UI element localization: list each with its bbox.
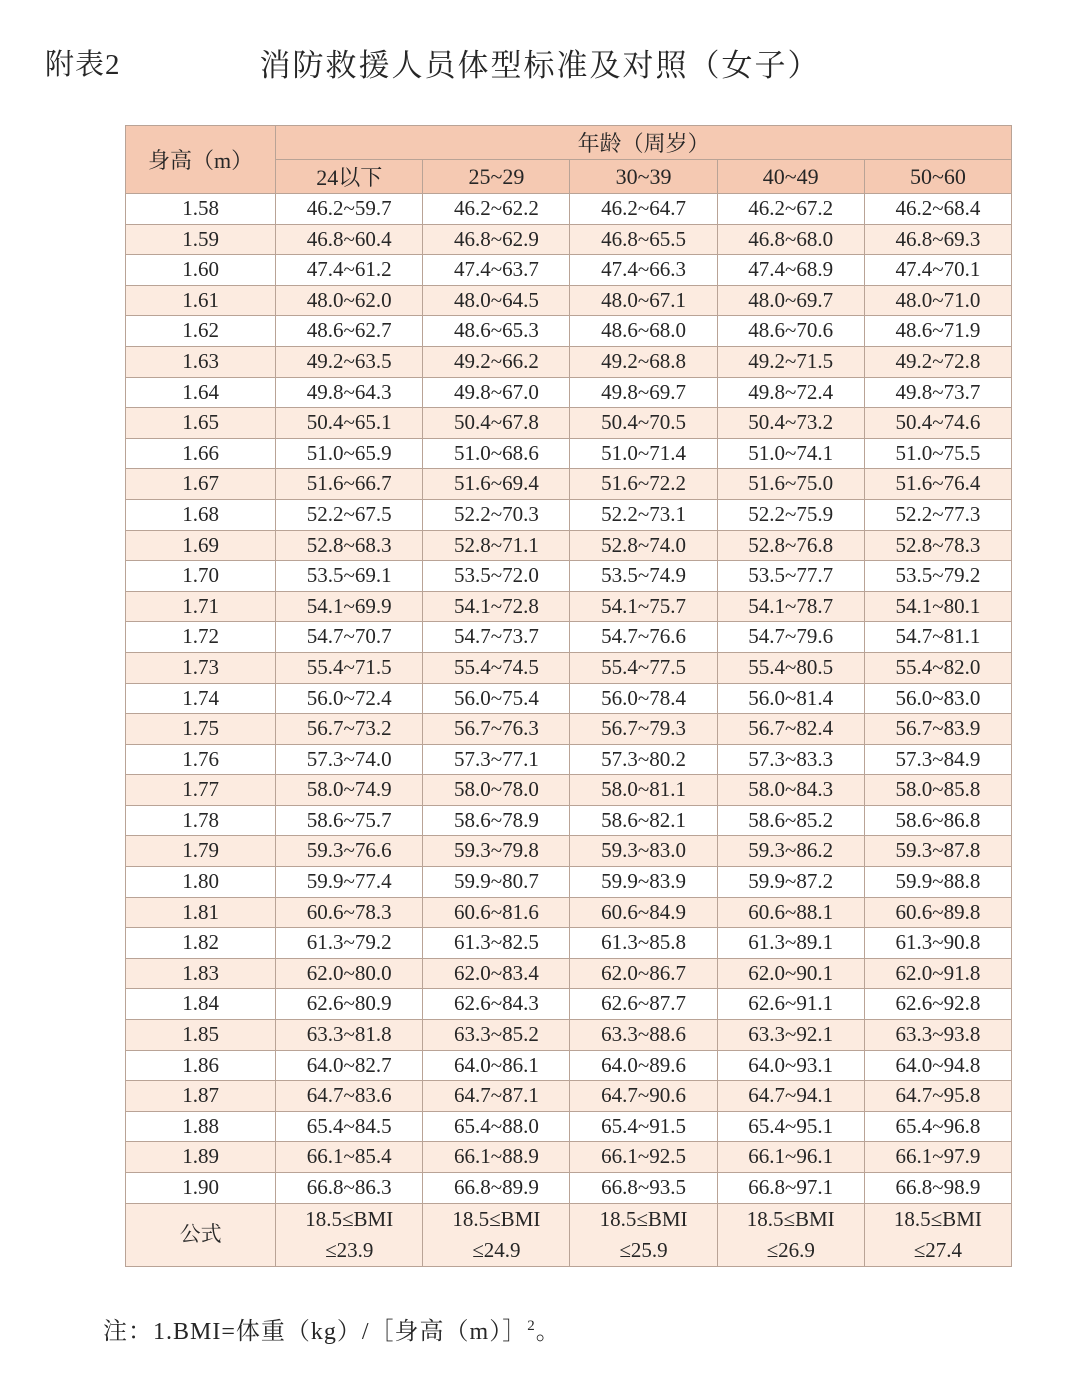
weight-range-cell: 62.0~86.7 <box>570 958 717 989</box>
weight-range-cell: 56.0~81.4 <box>717 683 864 714</box>
weight-range-cell: 59.3~86.2 <box>717 836 864 867</box>
weight-range-cell: 53.5~74.9 <box>570 561 717 592</box>
weight-range-cell: 54.1~80.1 <box>864 591 1011 622</box>
weight-range-cell: 48.6~70.6 <box>717 316 864 347</box>
height-cell: 1.89 <box>126 1142 276 1173</box>
weight-range-cell: 52.8~68.3 <box>276 530 423 561</box>
height-cell: 1.64 <box>126 377 276 408</box>
weight-range-cell: 60.6~84.9 <box>570 897 717 928</box>
weight-range-cell: 54.7~70.7 <box>276 622 423 653</box>
table-row <box>126 194 1012 225</box>
weight-range-cell: 66.1~92.5 <box>570 1142 717 1173</box>
weight-range-cell: 57.3~77.1 <box>423 744 570 775</box>
weight-range-cell: 54.1~78.7 <box>717 591 864 622</box>
weight-range-cell: 66.8~86.3 <box>276 1173 423 1204</box>
weight-range-cell: 55.4~71.5 <box>276 652 423 683</box>
formula-cell: 18.5≤BMI ≤26.9 <box>717 1203 864 1266</box>
weight-range-cell: 66.1~85.4 <box>276 1142 423 1173</box>
weight-range-cell: 50.4~70.5 <box>570 408 717 439</box>
table-row <box>126 1111 1012 1142</box>
weight-range-cell: 58.6~78.9 <box>423 805 570 836</box>
height-cell: 1.69 <box>126 530 276 561</box>
weight-range-cell: 58.0~85.8 <box>864 775 1011 806</box>
weight-range-cell: 64.7~94.1 <box>717 1081 864 1112</box>
height-cell: 1.86 <box>126 1050 276 1081</box>
table-row <box>126 989 1012 1020</box>
table-row <box>126 867 1012 898</box>
weight-range-cell: 62.0~83.4 <box>423 958 570 989</box>
weight-range-cell: 46.2~62.2 <box>423 194 570 225</box>
weight-range-cell: 56.7~82.4 <box>717 714 864 745</box>
height-cell: 1.71 <box>126 591 276 622</box>
footnote-text: 注：1.BMI=体重（kg）/［身高（m）］ <box>103 1318 528 1345</box>
table-row <box>126 438 1012 469</box>
weight-range-cell: 64.0~93.1 <box>717 1050 864 1081</box>
table-row <box>126 805 1012 836</box>
table-row <box>126 255 1012 286</box>
weight-range-cell: 51.0~68.6 <box>423 438 570 469</box>
weight-range-cell: 54.1~75.7 <box>570 591 717 622</box>
weight-range-cell: 57.3~74.0 <box>276 744 423 775</box>
height-cell: 1.80 <box>126 867 276 898</box>
table-row <box>126 408 1012 439</box>
weight-range-cell: 56.0~75.4 <box>423 683 570 714</box>
weight-range-cell: 48.0~62.0 <box>276 285 423 316</box>
table-row <box>126 958 1012 989</box>
weight-range-cell: 61.3~85.8 <box>570 928 717 959</box>
weight-range-cell: 48.6~68.0 <box>570 316 717 347</box>
weight-range-cell: 54.7~79.6 <box>717 622 864 653</box>
height-cell: 1.70 <box>126 561 276 592</box>
table-row <box>126 744 1012 775</box>
weight-range-cell: 62.6~87.7 <box>570 989 717 1020</box>
height-cell: 1.85 <box>126 1020 276 1051</box>
table-row <box>126 530 1012 561</box>
weight-range-cell: 51.6~75.0 <box>717 469 864 500</box>
weight-range-cell: 65.4~96.8 <box>864 1111 1011 1142</box>
weight-range-cell: 62.6~91.1 <box>717 989 864 1020</box>
height-cell: 1.84 <box>126 989 276 1020</box>
formula-cell: 18.5≤BMI ≤27.4 <box>864 1203 1011 1266</box>
weight-range-cell: 59.9~87.2 <box>717 867 864 898</box>
weight-range-cell: 48.0~64.5 <box>423 285 570 316</box>
table-row <box>126 1142 1012 1173</box>
body-standard-table <box>125 125 1012 1267</box>
table-row <box>126 683 1012 714</box>
weight-range-cell: 49.2~72.8 <box>864 346 1011 377</box>
weight-range-cell: 50.4~67.8 <box>423 408 570 439</box>
height-cell: 1.65 <box>126 408 276 439</box>
weight-range-cell: 51.0~75.5 <box>864 438 1011 469</box>
weight-range-cell: 52.2~77.3 <box>864 499 1011 530</box>
table-row <box>126 775 1012 806</box>
table-row <box>126 652 1012 683</box>
weight-range-cell: 50.4~73.2 <box>717 408 864 439</box>
height-cell: 1.58 <box>126 194 276 225</box>
weight-range-cell: 59.9~88.8 <box>864 867 1011 898</box>
table-row <box>126 897 1012 928</box>
weight-range-cell: 65.4~95.1 <box>717 1111 864 1142</box>
height-cell: 1.61 <box>126 285 276 316</box>
height-cell: 1.75 <box>126 714 276 745</box>
weight-range-cell: 52.2~73.1 <box>570 499 717 530</box>
weight-range-cell: 66.8~89.9 <box>423 1173 570 1204</box>
weight-range-cell: 54.7~76.6 <box>570 622 717 653</box>
weight-range-cell: 46.2~64.7 <box>570 194 717 225</box>
appendix-label: 附表2 <box>45 49 121 81</box>
height-cell: 1.62 <box>126 316 276 347</box>
weight-range-cell: 63.3~88.6 <box>570 1020 717 1051</box>
weight-range-cell: 55.4~80.5 <box>717 652 864 683</box>
weight-range-cell: 61.3~82.5 <box>423 928 570 959</box>
footnote <box>103 1311 1080 1346</box>
table-row <box>126 285 1012 316</box>
table-row <box>126 1020 1012 1051</box>
weight-range-cell: 63.3~85.2 <box>423 1020 570 1051</box>
table-row <box>126 714 1012 745</box>
height-cell: 1.76 <box>126 744 276 775</box>
height-cell: 1.90 <box>126 1173 276 1204</box>
title-bar <box>0 0 1080 83</box>
weight-range-cell: 48.0~67.1 <box>570 285 717 316</box>
weight-range-cell: 53.5~69.1 <box>276 561 423 592</box>
weight-range-cell: 62.0~90.1 <box>717 958 864 989</box>
weight-range-cell: 66.8~98.9 <box>864 1173 1011 1204</box>
weight-range-cell: 66.1~96.1 <box>717 1142 864 1173</box>
height-cell: 1.77 <box>126 775 276 806</box>
weight-range-cell: 63.3~93.8 <box>864 1020 1011 1051</box>
weight-range-cell: 60.6~81.6 <box>423 897 570 928</box>
weight-range-cell: 49.8~72.4 <box>717 377 864 408</box>
weight-range-cell: 50.4~65.1 <box>276 408 423 439</box>
table-row <box>126 1081 1012 1112</box>
height-cell: 1.81 <box>126 897 276 928</box>
footnote-superscript: 2 <box>527 1317 536 1334</box>
weight-range-cell: 65.4~84.5 <box>276 1111 423 1142</box>
weight-range-cell: 62.6~92.8 <box>864 989 1011 1020</box>
weight-range-cell: 58.6~82.1 <box>570 805 717 836</box>
weight-range-cell: 48.6~65.3 <box>423 316 570 347</box>
weight-range-cell: 64.0~89.6 <box>570 1050 717 1081</box>
weight-range-cell: 57.3~84.9 <box>864 744 1011 775</box>
weight-range-cell: 49.8~67.0 <box>423 377 570 408</box>
weight-range-cell: 50.4~74.6 <box>864 408 1011 439</box>
weight-range-cell: 59.3~79.8 <box>423 836 570 867</box>
weight-range-cell: 62.6~84.3 <box>423 989 570 1020</box>
formula-cell: 18.5≤BMI ≤24.9 <box>423 1203 570 1266</box>
weight-range-cell: 46.8~69.3 <box>864 224 1011 255</box>
weight-range-cell: 60.6~78.3 <box>276 897 423 928</box>
table-row <box>126 316 1012 347</box>
weight-range-cell: 65.4~91.5 <box>570 1111 717 1142</box>
weight-range-cell: 49.8~69.7 <box>570 377 717 408</box>
weight-range-cell: 54.1~72.8 <box>423 591 570 622</box>
weight-range-cell: 55.4~82.0 <box>864 652 1011 683</box>
weight-range-cell: 66.1~97.9 <box>864 1142 1011 1173</box>
table-row <box>126 1050 1012 1081</box>
weight-range-cell: 64.0~86.1 <box>423 1050 570 1081</box>
height-cell: 1.59 <box>126 224 276 255</box>
weight-range-cell: 53.5~72.0 <box>423 561 570 592</box>
weight-range-cell: 52.8~78.3 <box>864 530 1011 561</box>
table-row <box>126 836 1012 867</box>
weight-range-cell: 49.2~63.5 <box>276 346 423 377</box>
weight-range-cell: 49.2~71.5 <box>717 346 864 377</box>
weight-range-cell: 49.8~73.7 <box>864 377 1011 408</box>
weight-range-cell: 58.0~74.9 <box>276 775 423 806</box>
height-cell: 1.60 <box>126 255 276 286</box>
weight-range-cell: 52.2~75.9 <box>717 499 864 530</box>
weight-range-cell: 56.7~73.2 <box>276 714 423 745</box>
weight-range-cell: 47.4~70.1 <box>864 255 1011 286</box>
table-row <box>126 622 1012 653</box>
weight-range-cell: 48.0~71.0 <box>864 285 1011 316</box>
height-cell: 1.83 <box>126 958 276 989</box>
weight-range-cell: 54.7~81.1 <box>864 622 1011 653</box>
weight-range-cell: 48.6~62.7 <box>276 316 423 347</box>
height-column-header: 身高（m） <box>126 126 276 194</box>
weight-range-cell: 58.0~78.0 <box>423 775 570 806</box>
weight-range-cell: 55.4~77.5 <box>570 652 717 683</box>
weight-range-cell: 51.6~76.4 <box>864 469 1011 500</box>
weight-range-cell: 66.8~97.1 <box>717 1173 864 1204</box>
table-row <box>126 561 1012 592</box>
height-cell: 1.73 <box>126 652 276 683</box>
weight-range-cell: 59.3~83.0 <box>570 836 717 867</box>
age-column-header: 40~49 <box>717 160 864 194</box>
weight-range-cell: 64.7~95.8 <box>864 1081 1011 1112</box>
weight-range-cell: 56.0~72.4 <box>276 683 423 714</box>
weight-range-cell: 62.0~80.0 <box>276 958 423 989</box>
weight-range-cell: 46.2~67.2 <box>717 194 864 225</box>
height-cell: 1.68 <box>126 499 276 530</box>
weight-range-cell: 61.3~89.1 <box>717 928 864 959</box>
weight-range-cell: 46.8~65.5 <box>570 224 717 255</box>
height-cell: 1.79 <box>126 836 276 867</box>
weight-range-cell: 59.9~83.9 <box>570 867 717 898</box>
weight-range-cell: 52.2~70.3 <box>423 499 570 530</box>
weight-range-cell: 48.6~71.9 <box>864 316 1011 347</box>
weight-range-cell: 48.0~69.7 <box>717 285 864 316</box>
weight-range-cell: 64.7~90.6 <box>570 1081 717 1112</box>
age-group-header: 年龄（周岁） <box>276 126 1012 160</box>
weight-range-cell: 52.8~76.8 <box>717 530 864 561</box>
weight-range-cell: 51.6~72.2 <box>570 469 717 500</box>
weight-range-cell: 63.3~92.1 <box>717 1020 864 1051</box>
weight-range-cell: 57.3~80.2 <box>570 744 717 775</box>
weight-range-cell: 58.0~84.3 <box>717 775 864 806</box>
table-row <box>126 469 1012 500</box>
weight-range-cell: 60.6~88.1 <box>717 897 864 928</box>
age-column-header: 50~60 <box>864 160 1011 194</box>
weight-range-cell: 47.4~68.9 <box>717 255 864 286</box>
weight-range-cell: 47.4~66.3 <box>570 255 717 286</box>
weight-range-cell: 64.0~94.8 <box>864 1050 1011 1081</box>
page-title: 消防救援人员体型标准及对照（女子） <box>259 48 821 83</box>
height-cell: 1.88 <box>126 1111 276 1142</box>
footnote-period: 。 <box>535 1318 561 1345</box>
weight-range-cell: 51.6~69.4 <box>423 469 570 500</box>
table-header <box>126 126 1012 194</box>
weight-range-cell: 62.6~80.9 <box>276 989 423 1020</box>
weight-range-cell: 66.1~88.9 <box>423 1142 570 1173</box>
weight-range-cell: 56.0~83.0 <box>864 683 1011 714</box>
weight-range-cell: 53.5~77.7 <box>717 561 864 592</box>
weight-range-cell: 47.4~63.7 <box>423 255 570 286</box>
table-row <box>126 1173 1012 1204</box>
height-cell: 1.63 <box>126 346 276 377</box>
table-row <box>126 591 1012 622</box>
weight-range-cell: 62.0~91.8 <box>864 958 1011 989</box>
weight-range-cell: 55.4~74.5 <box>423 652 570 683</box>
weight-range-cell: 56.7~76.3 <box>423 714 570 745</box>
weight-range-cell: 59.3~87.8 <box>864 836 1011 867</box>
weight-range-cell: 58.6~86.8 <box>864 805 1011 836</box>
formula-cell: 18.5≤BMI ≤23.9 <box>276 1203 423 1266</box>
height-cell: 1.78 <box>126 805 276 836</box>
weight-range-cell: 64.7~87.1 <box>423 1081 570 1112</box>
height-cell: 1.72 <box>126 622 276 653</box>
table-row <box>126 346 1012 377</box>
weight-range-cell: 54.1~69.9 <box>276 591 423 622</box>
weight-range-cell: 58.6~75.7 <box>276 805 423 836</box>
height-cell: 1.74 <box>126 683 276 714</box>
weight-range-cell: 59.9~77.4 <box>276 867 423 898</box>
height-cell: 1.66 <box>126 438 276 469</box>
weight-range-cell: 57.3~83.3 <box>717 744 864 775</box>
weight-range-cell: 46.8~62.9 <box>423 224 570 255</box>
table-row <box>126 928 1012 959</box>
weight-range-cell: 46.2~68.4 <box>864 194 1011 225</box>
age-column-header: 24以下 <box>276 160 423 194</box>
table-body <box>126 194 1012 1267</box>
height-cell: 1.67 <box>126 469 276 500</box>
weight-range-cell: 52.8~74.0 <box>570 530 717 561</box>
weight-range-cell: 52.8~71.1 <box>423 530 570 561</box>
height-cell: 1.87 <box>126 1081 276 1112</box>
weight-range-cell: 51.0~65.9 <box>276 438 423 469</box>
weight-range-cell: 59.9~80.7 <box>423 867 570 898</box>
formula-row <box>126 1203 1012 1266</box>
weight-range-cell: 47.4~61.2 <box>276 255 423 286</box>
table-header-row-top <box>126 126 1012 160</box>
age-column-header: 25~29 <box>423 160 570 194</box>
weight-range-cell: 49.8~64.3 <box>276 377 423 408</box>
weight-range-cell: 56.0~78.4 <box>570 683 717 714</box>
formula-label-cell: 公式 <box>126 1203 276 1266</box>
weight-range-cell: 64.7~83.6 <box>276 1081 423 1112</box>
weight-range-cell: 51.0~71.4 <box>570 438 717 469</box>
weight-range-cell: 63.3~81.8 <box>276 1020 423 1051</box>
weight-range-cell: 58.0~81.1 <box>570 775 717 806</box>
weight-range-cell: 60.6~89.8 <box>864 897 1011 928</box>
weight-range-cell: 51.6~66.7 <box>276 469 423 500</box>
weight-range-cell: 61.3~79.2 <box>276 928 423 959</box>
weight-range-cell: 46.2~59.7 <box>276 194 423 225</box>
formula-cell: 18.5≤BMI ≤25.9 <box>570 1203 717 1266</box>
weight-range-cell: 52.2~67.5 <box>276 499 423 530</box>
weight-range-cell: 49.2~68.8 <box>570 346 717 377</box>
weight-range-cell: 61.3~90.8 <box>864 928 1011 959</box>
weight-range-cell: 46.8~68.0 <box>717 224 864 255</box>
weight-range-cell: 64.0~82.7 <box>276 1050 423 1081</box>
weight-range-cell: 59.3~76.6 <box>276 836 423 867</box>
weight-range-cell: 58.6~85.2 <box>717 805 864 836</box>
weight-range-cell: 49.2~66.2 <box>423 346 570 377</box>
weight-range-cell: 46.8~60.4 <box>276 224 423 255</box>
weight-range-cell: 56.7~79.3 <box>570 714 717 745</box>
weight-range-cell: 56.7~83.9 <box>864 714 1011 745</box>
weight-range-cell: 53.5~79.2 <box>864 561 1011 592</box>
weight-range-cell: 51.0~74.1 <box>717 438 864 469</box>
weight-range-cell: 66.8~93.5 <box>570 1173 717 1204</box>
table-row <box>126 224 1012 255</box>
table-row <box>126 499 1012 530</box>
table-row <box>126 377 1012 408</box>
height-cell: 1.82 <box>126 928 276 959</box>
age-column-header: 30~39 <box>570 160 717 194</box>
weight-range-cell: 54.7~73.7 <box>423 622 570 653</box>
weight-range-cell: 65.4~88.0 <box>423 1111 570 1142</box>
